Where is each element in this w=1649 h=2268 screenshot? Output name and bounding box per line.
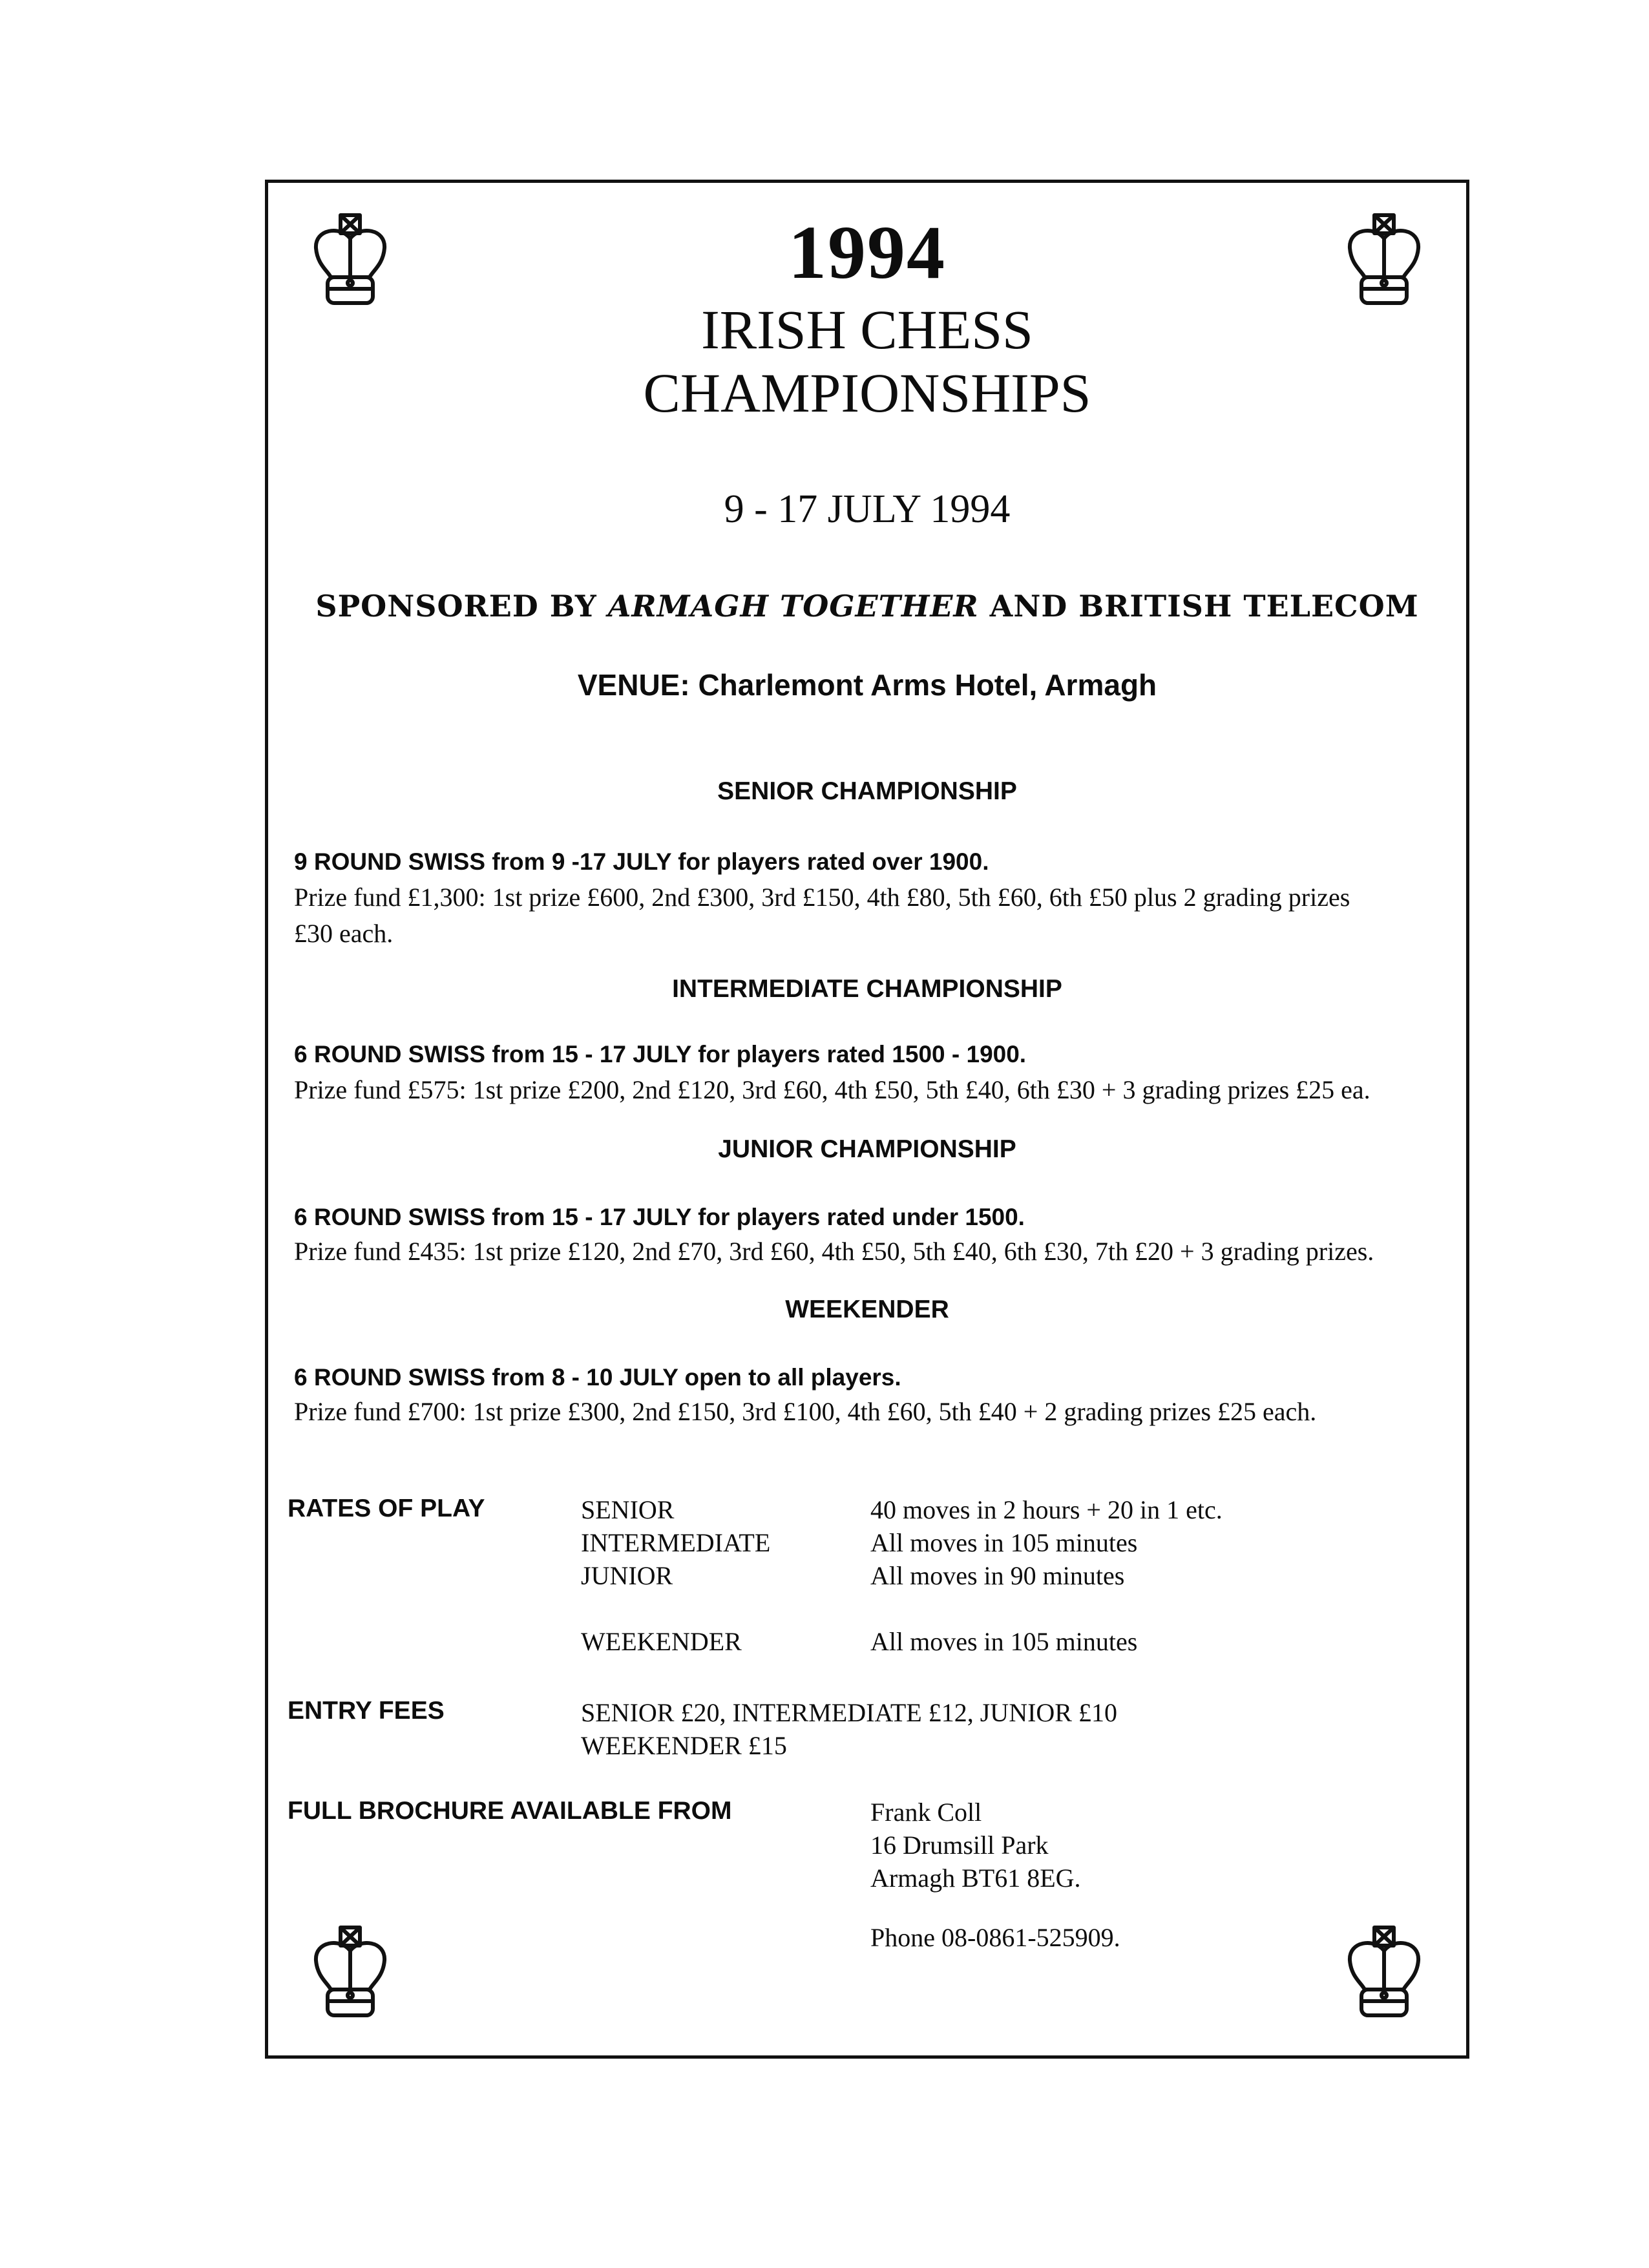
rate-section-weekender: WEEKENDER xyxy=(581,1627,742,1656)
senior-prize-line-1: Prize fund £1,300: 1st prize £600, 2nd £300, 3rd £150, 4th £80, 5th £60, 6th £50 plus 2 grading prizes xyxy=(294,883,1350,912)
rate-value-weekender: All moves in 105 minutes xyxy=(870,1627,1138,1656)
title-year: 1994 xyxy=(788,210,946,295)
intermediate-heading: INTERMEDIATE CHAMPIONSHIP xyxy=(672,975,1062,1003)
junior-heading: JUNIOR CHAMPIONSHIP xyxy=(718,1135,1016,1163)
rates-of-play-label: RATES OF PLAY xyxy=(288,1495,485,1522)
entry-fees-line-2: WEEKENDER £15 xyxy=(581,1731,787,1760)
sponsor-prefix: SPONSORED BY xyxy=(315,589,608,624)
venue: VENUE: Charlemont Arms Hotel, Armagh xyxy=(577,668,1157,702)
rate-section-junior: JUNIOR xyxy=(581,1561,673,1590)
contact-name: Frank Coll xyxy=(870,1798,982,1827)
intermediate-prize-line: Prize fund £575: 1st prize £200, 2nd £120, 3rd £60, 4th £50, 5th £40, 6th £30 + 3 grading prizes £25 ea. xyxy=(294,1075,1371,1104)
chess-king-icon xyxy=(308,1925,392,2022)
weekender-prize-line: Prize fund £700: 1st prize £300, 2nd £150, 3rd £100, 4th £60, 5th £40 + 2 grading prizes £25 each. xyxy=(294,1397,1317,1426)
rate-value-intermediate: All moves in 105 minutes xyxy=(870,1528,1138,1557)
entry-fees-line-1: SENIOR £20, INTERMEDIATE £12, JUNIOR £10 xyxy=(581,1698,1117,1727)
contact-address-2: Armagh BT61 8EG. xyxy=(870,1864,1081,1893)
championship-dates: 9 - 17 JULY 1994 xyxy=(724,487,1011,531)
sponsor-italic: ARMAGH TOGETHER xyxy=(607,589,979,624)
contact-address-1: 16 Drumsill Park xyxy=(870,1831,1049,1860)
title-line-1: IRISH CHESS xyxy=(701,299,1033,361)
sponsor-line xyxy=(268,589,1466,624)
weekender-format: 6 ROUND SWISS from 8 - 10 JULY open to all players. xyxy=(294,1364,901,1391)
chess-king-icon xyxy=(1342,1925,1426,2022)
brochure-label: FULL BROCHURE AVAILABLE FROM xyxy=(288,1797,732,1825)
rate-value-senior: 40 moves in 2 hours + 20 in 1 etc. xyxy=(870,1495,1223,1524)
weekender-heading: WEEKENDER xyxy=(785,1296,949,1323)
senior-format: 9 ROUND SWISS from 9 -17 JULY for players rated over 1900. xyxy=(294,848,989,875)
contact-phone: Phone 08-0861-525909. xyxy=(870,1923,1120,1952)
senior-prize-line-2: £30 each. xyxy=(294,919,394,948)
poster-border xyxy=(265,180,1469,2059)
entry-fees-label: ENTRY FEES xyxy=(288,1697,445,1725)
senior-heading: SENIOR CHAMPIONSHIP xyxy=(717,777,1017,805)
intermediate-format: 6 ROUND SWISS from 15 - 17 JULY for players rated 1500 - 1900. xyxy=(294,1041,1027,1067)
sponsor-suffix: AND BRITISH TELECOM xyxy=(978,589,1419,624)
junior-prize-line: Prize fund £435: 1st prize £120, 2nd £70, 3rd £60, 4th £50, 5th £40, 6th £30, 7th £20 + 3 grading prizes. xyxy=(294,1237,1374,1266)
rate-section-intermediate: INTERMEDIATE xyxy=(581,1528,771,1557)
title-line-2: CHAMPIONSHIPS xyxy=(643,362,1091,424)
rate-section-senior: SENIOR xyxy=(581,1495,675,1524)
rate-value-junior: All moves in 90 minutes xyxy=(870,1561,1125,1590)
junior-format: 6 ROUND SWISS from 15 - 17 JULY for players rated under 1500. xyxy=(294,1204,1025,1230)
